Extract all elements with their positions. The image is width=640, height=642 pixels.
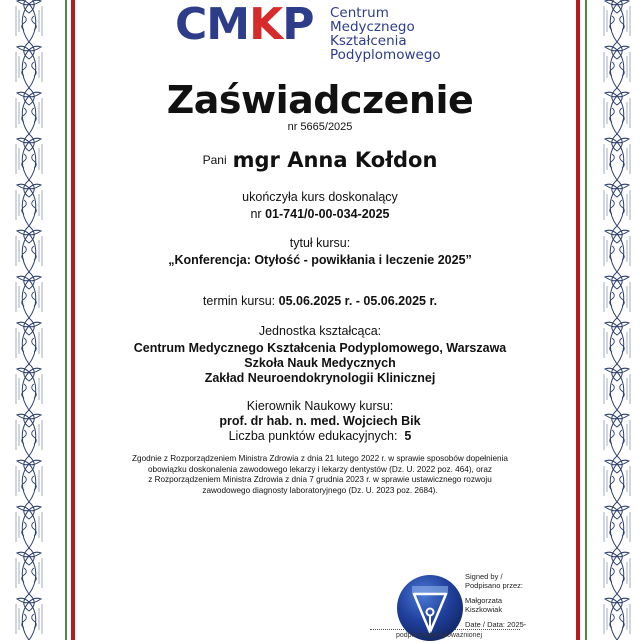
course-number: [90, 207, 550, 221]
term-value: 05.06.2025 r. - 05.06.2025 r.: [278, 294, 438, 308]
cmkp-logo: [175, 0, 475, 63]
unit-line: Centrum Medycznego Kształcenia Podyplomowego, Warszawa: [133, 341, 507, 355]
unit-line: Zakład Neuroendokrynologii Klinicznej: [204, 371, 436, 385]
logo-mark-cm: CM: [175, 0, 250, 50]
certificate-title: Zaświadczenie: [166, 78, 474, 122]
legal-line: obowiązku doskonalenia zawodowego lekarzy i lekarzy dentystów (Dz. U. 2022 poz. 464), oraz: [147, 464, 493, 474]
signer-first-name: Małgorzata: [465, 596, 503, 605]
course-number-value: 01-741/0-00-034-2025: [265, 207, 390, 221]
signature-date: Date / Data: 2025-: [465, 620, 527, 629]
signed-by-label-pl: Podpisano przez:: [465, 581, 523, 590]
logo-text-line: Kształcenia: [330, 33, 407, 49]
border-line-green-left: [65, 0, 67, 640]
logo-text: [330, 6, 475, 62]
legal-note: [108, 454, 532, 496]
term-label: termin kursu:: [202, 294, 276, 308]
legal-line: zawodowego diagnosty laboratoryjnego (Dz. U. 2023 poz. 2684).: [202, 485, 438, 495]
recipient-prefix: Pani: [202, 153, 227, 167]
director-label: Kierownik Naukowy kursu:: [246, 399, 394, 413]
certificate-number: nr 5665/2025: [287, 121, 353, 133]
border-line-green-right: [585, 0, 587, 640]
course-title: „Konferencja: Otyłość - powikłania i leczenie 2025”: [168, 253, 472, 267]
recipient: [90, 148, 550, 172]
border-line-red-left: [71, 0, 75, 640]
logo-mark: [175, 2, 313, 48]
education-points: [90, 429, 550, 443]
ornamental-border-left: [12, 0, 46, 640]
border-line-red-right: [576, 0, 580, 640]
legal-line: Zgodnie z Rozporządzeniem Ministra Zdrowia z dnia 21 lutego 2022 r. w sprawie sposobów dopełnienia: [132, 454, 508, 463]
logo-mark-p: P: [282, 0, 314, 50]
director-name: prof. dr hab. n. med. Wojciech Bik: [219, 414, 421, 428]
unit-line: Szkoła Nauk Medycznych: [244, 356, 396, 370]
logo-text-line: Podyplomowego: [330, 47, 441, 63]
signature-caption: podpis osoby upoważnionej: [396, 632, 483, 639]
signed-by-label: Signed by /: [465, 572, 503, 581]
course-title-label: tytuł kursu:: [289, 236, 351, 250]
legal-line: z Rozporządzeniem Ministra Zdrowia z dnia 7 grudnia 2023 r. w sprawie ustawicznego rozwoju: [148, 475, 492, 484]
logo-text-line: Centrum Medycznego: [330, 5, 415, 35]
signer-last-name: Kiszkowiak: [465, 605, 503, 614]
signature-details: [465, 572, 526, 629]
unit-label: Jednostka kształcąca:: [258, 324, 382, 338]
ornamental-border-right: [600, 0, 634, 640]
points-label: Liczba punktów edukacyjnych:: [228, 429, 398, 443]
course-term: [90, 294, 550, 308]
points-value: 5: [404, 429, 412, 443]
completed-text: ukończyła kurs doskonalący: [242, 190, 398, 204]
course-number-prefix: nr: [250, 207, 262, 221]
logo-mark-k: K: [249, 0, 283, 50]
digital-signature[interactable]: [370, 570, 570, 640]
recipient-name: mgr Anna Kołdon: [232, 148, 438, 172]
